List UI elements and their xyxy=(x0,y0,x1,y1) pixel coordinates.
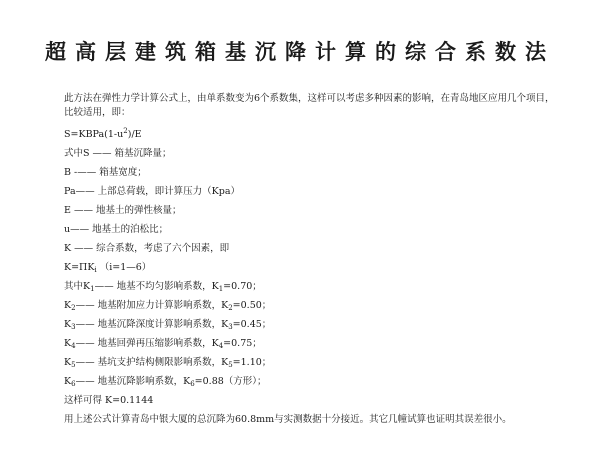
factor-subscript: 5 xyxy=(228,361,233,369)
factor-value: =0.70； xyxy=(223,281,262,292)
document-title: 超高层建筑箱基沉降计算的综合系数法 xyxy=(45,39,555,64)
factor-value: =0.45； xyxy=(232,319,272,330)
factor-line xyxy=(64,296,564,315)
factor-subscript: 3 xyxy=(228,323,233,331)
factor-line xyxy=(64,315,564,334)
factor-subscript: 5 xyxy=(71,361,76,369)
definition-line: 式中S —— 箱基沉降量； xyxy=(64,148,172,159)
factor-label: 其中K xyxy=(64,281,91,292)
factor-subscript: 6 xyxy=(190,380,195,388)
factor-subscript: 4 xyxy=(218,342,224,350)
definition-line: u—— 地基土的泊松比； xyxy=(64,224,169,235)
definition-line: E —— 地基土的弹性核量； xyxy=(64,205,182,216)
factor-label: K xyxy=(64,357,72,368)
formula-post: )/E xyxy=(127,129,142,140)
factor-label: K xyxy=(64,319,72,330)
factor-value: =1.10； xyxy=(232,357,272,368)
formula-pre: S=KBPa(1-u xyxy=(64,129,124,140)
factor-value: =0.88（方形）； xyxy=(194,376,267,387)
definition-line: B -—— 箱基宽度； xyxy=(64,167,147,178)
factor-line xyxy=(64,353,564,372)
definition-line: Pa—— 上部总荷载，即计算压力（Kpa） xyxy=(64,186,240,197)
factor-description: —— 地基附加应力计算影响系数，K xyxy=(75,300,229,311)
factor-subscript: 1 xyxy=(90,285,95,293)
factor-description: —— 地基不均匀影响系数，K xyxy=(94,281,219,292)
factor-label: K xyxy=(64,376,72,387)
intro-paragraph: 此方法在弹性力学计算公式上，由单系数变为6个系数集，这样可以考虑多种因素的影响，在青岛地区应用几个项目，比较适用，即： xyxy=(64,93,555,118)
factor-value: =0.75； xyxy=(223,338,262,349)
main-formula xyxy=(64,125,564,144)
definition-line: K —— 综合系数，考虑了六个因素，即 xyxy=(64,243,230,254)
factor-subscript: 6 xyxy=(71,380,76,388)
factor-subscript: 4 xyxy=(71,342,76,350)
factor-line xyxy=(64,334,564,353)
factor-subscript: 1 xyxy=(218,285,224,293)
result-line: 这样可得 K=0.1144 xyxy=(64,395,154,406)
factor-description: —— 基坑支护结构侧限影响系数，K xyxy=(75,357,229,368)
factor-subscript: 2 xyxy=(71,304,76,312)
conclusion-line: 用上述公式计算青岛中银大厦的总沉降为60.8mm与实测数据十分接近。其它几幢试算也证明其误差很小。 xyxy=(64,414,512,425)
product-post: （i=1—6） xyxy=(96,262,152,273)
factor-line xyxy=(64,372,564,391)
product-subscript: i xyxy=(94,266,97,274)
document-body xyxy=(64,92,564,429)
factor-description: —— 地基沉降深度计算影响系数，K xyxy=(75,319,229,330)
factor-label: K xyxy=(64,300,72,311)
product-pre: K=ΠK xyxy=(64,262,95,273)
factor-subscript: 3 xyxy=(71,323,76,331)
formula-superscript: 2 xyxy=(123,127,128,135)
factor-description: —— 地基回弹再压缩影响系数，K xyxy=(75,338,219,349)
product-formula xyxy=(64,258,564,277)
factor-description: —— 地基沉降影响系数，K xyxy=(75,376,191,387)
factor-line xyxy=(64,277,564,296)
factor-subscript: 2 xyxy=(228,304,233,312)
factor-label: K xyxy=(64,338,72,349)
factor-value: =0.50； xyxy=(232,300,272,311)
